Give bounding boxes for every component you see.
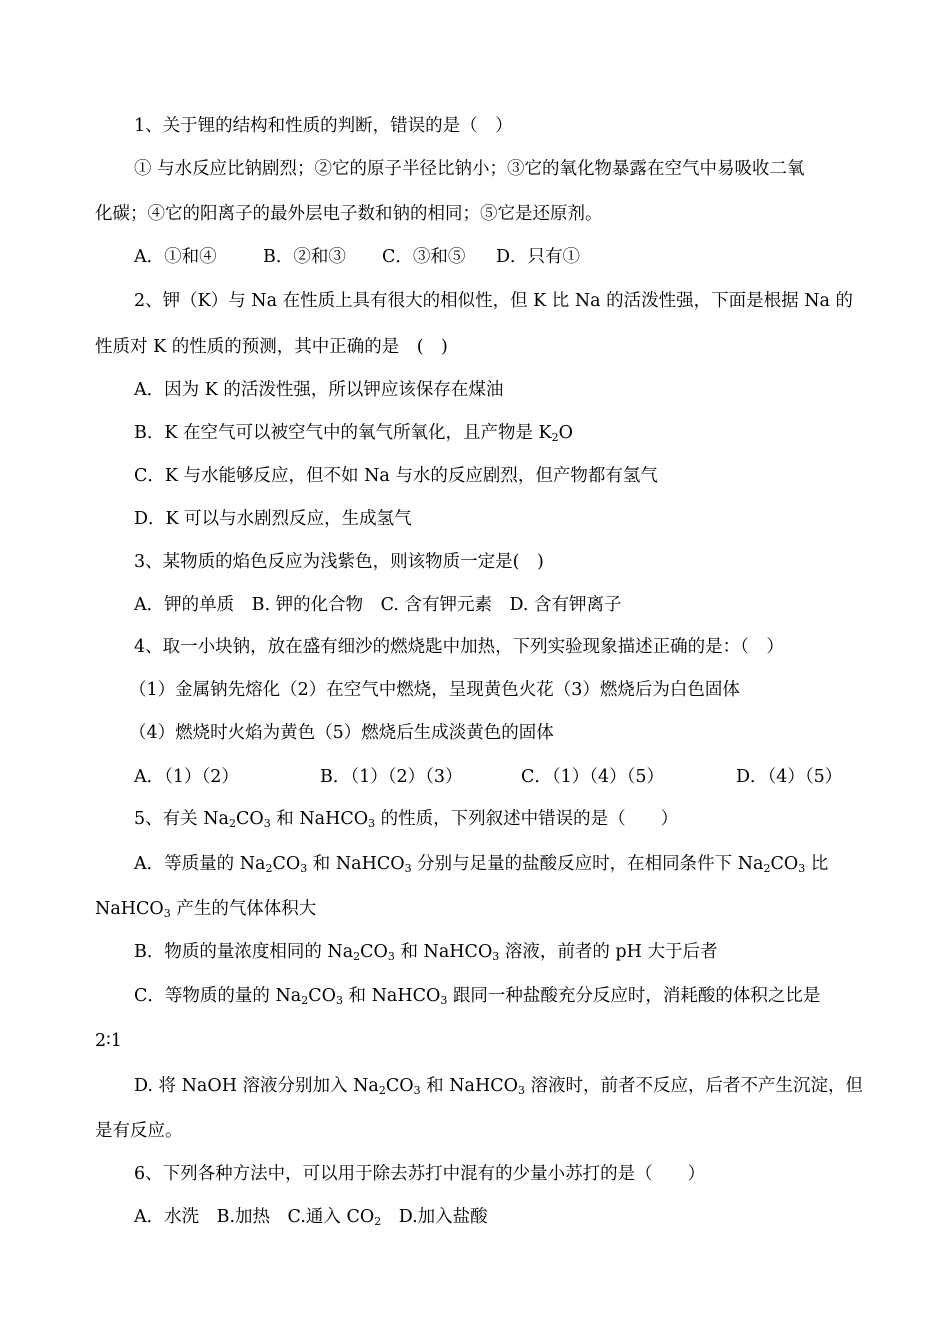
q5-option-c-cont: 2∶1	[95, 1031, 122, 1051]
q2-option-a: A．因为 K 的活泼性强，所以钾应该保存在煤油	[134, 380, 504, 400]
q6-stem: 6、下列各种方法中，可以用于除去苏打中混有的少量小苏打的是（ ）	[134, 1164, 706, 1184]
q5-option-a-cont: NaHCO$_3$ 产生的气体体积大	[95, 899, 317, 920]
q1-options	[0, 246, 950, 268]
q3-stem: 3、某物质的焰色反应为浅紫色，则该物质一定是( )	[134, 552, 544, 572]
q4-stem: 4、取一小块钠，放在盛有细沙的燃烧匙中加热，下列实验现象描述正确的是：（ ）	[134, 637, 784, 657]
q1-stem: 1、关于锂的结构和性质的判断，错误的是（ ）	[134, 116, 513, 136]
q1-items-line1: ① 与水反应比钠剧烈；②它的原子半径比钠小；③它的氧化物暴露在空气中易吸收二氧	[134, 159, 805, 179]
q5-option-b: B．物质的量浓度相同的 $Na_2CO_3$ 和 NaHCO$_3$ 溶液，前者的 pH 大于后者	[134, 942, 718, 963]
q2-option-b: B．K 在空气可以被空气中的氧气所氧化，且产物是 $K_2O$	[134, 423, 573, 444]
q4-items-line2: （4）燃烧时火焰为黄色（5）燃烧后生成淡黄色的固体	[129, 723, 554, 743]
q2-stem-line2: 性质对 K 的性质的预测，其中正确的是 ( )	[95, 337, 448, 357]
q6-options: A．水洗 B.加热 C.通入 $CO_2$ D.加入盐酸	[134, 1207, 488, 1228]
q2-option-c: C．K 与水能够反应，但不如 Na 与水的反应剧烈，但产物都有氢气	[134, 466, 658, 486]
q1-option-c: C．③和⑤	[382, 247, 466, 267]
q4-option-d: D．（4）（5）	[736, 767, 843, 787]
q4-option-b: B．（1）（2）（3）	[320, 767, 463, 787]
q5-option-a: A．等质量的 $Na_2CO_3$ 和 NaHCO$_3$ 分别与足量的盐酸反应时，在相同条件下 $Na_2CO_3$ 比	[134, 854, 829, 875]
q4-option-c: C．（1）（4）（5）	[521, 767, 665, 787]
q2-option-d: D．K 可以与水剧烈反应，生成氢气	[134, 509, 412, 529]
q1-option-b: B．②和③	[263, 247, 346, 267]
q1-items-line2: 化碳；④它的阳离子的最外层电子数和钠的相同；⑤它是还原剂。	[95, 204, 603, 224]
q5-option-d: D. 将 NaOH 溶液分别加入 $Na_2CO_3$ 和 NaHCO$_3$ 溶液时，前者不反应，后者不产生沉淀，但	[134, 1076, 864, 1097]
q1-option-d: D．只有①	[496, 247, 581, 267]
q4-options	[0, 766, 950, 788]
q3-options: A．钾的单质 B. 钾的化合物 C. 含有钾元素 D. 含有钾离子	[134, 595, 622, 615]
q4-items-line1: （1）金属钠先熔化（2）在空气中燃烧，呈现黄色火花（3）燃烧后为白色固体	[129, 680, 740, 700]
q2-stem-line1: 2、钾（K）与 Na 在性质上具有很大的相似性，但 K 比 Na 的活泼性强，下面是根据 Na 的	[134, 291, 854, 311]
q5-option-d-cont: 是有反应。	[95, 1121, 183, 1141]
q5-option-c: C．等物质的量的 $Na_2CO_3$ 和 NaHCO$_3$ 跟同一种盐酸充分反应时，消耗酸的体积之比是	[134, 986, 821, 1007]
q5-stem: 5、有关 $Na_2CO_3$ 和 NaHCO$_3$ 的性质，下列叙述中错误的是（ ）	[134, 809, 679, 830]
q4-option-a: A．（1）（2）	[134, 767, 239, 787]
q1-option-a: A．①和④	[134, 247, 217, 267]
